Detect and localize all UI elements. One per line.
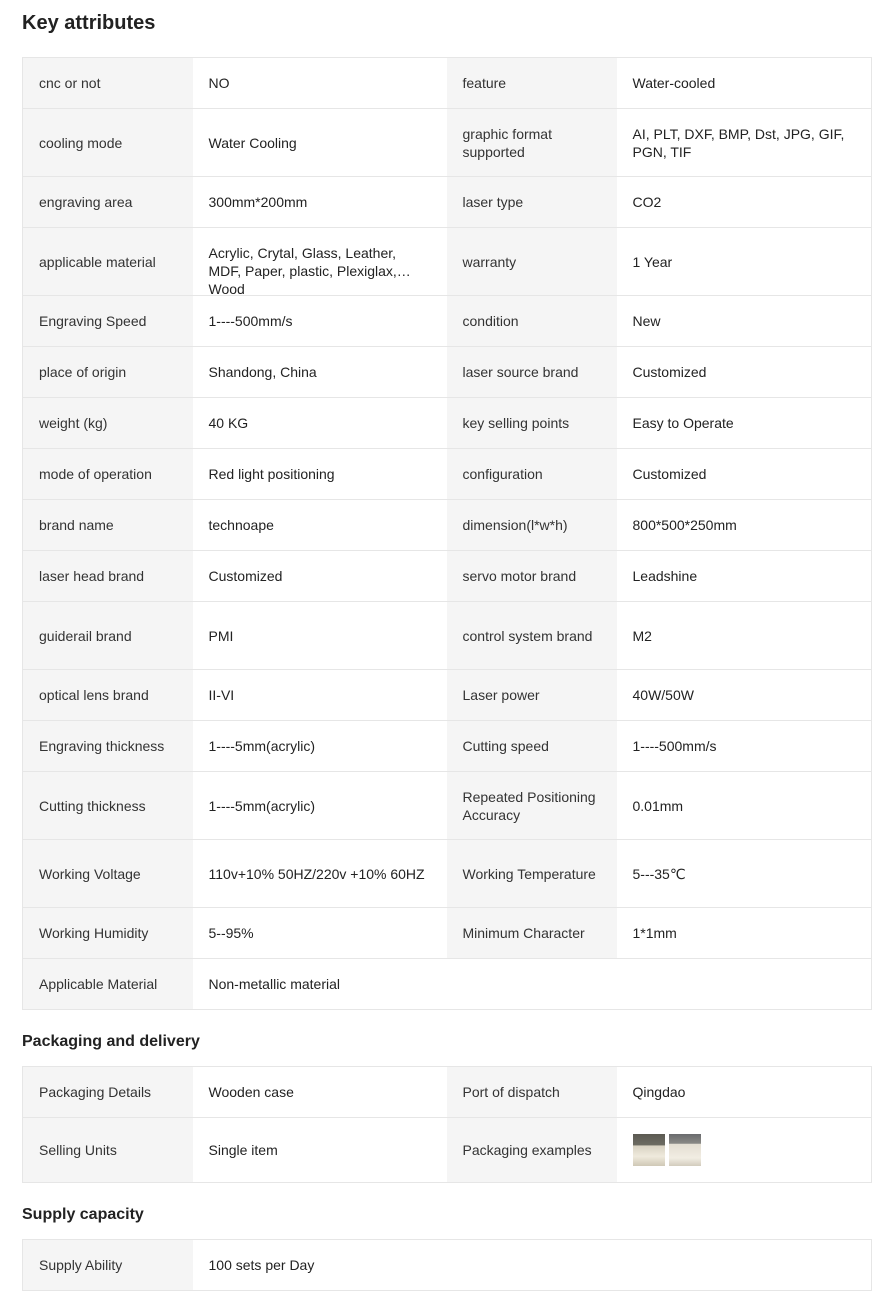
attribute-value-selling-units [193,1118,447,1183]
attribute-label-text: engraving area [39,194,133,210]
attribute-value-text: 1----5mm(acrylic) [208,738,316,754]
attribute-value-text: Shandong, China [208,364,317,380]
attribute-row [23,1240,872,1291]
attribute-label-text: feature [462,75,507,91]
attribute-value-packaging-examples [617,1118,872,1183]
attribute-value-text: Non-metallic material [208,976,340,992]
attribute-value-text: 40W/50W [632,687,694,703]
attribute-value-text: Customized [632,466,707,482]
attribute-value-text: Acrylic, Crytal, Glass, Leather, MDF, Paper, plastic, Plexiglax, Wood [208,244,397,297]
attribute-label-laser-type [447,177,617,228]
attribute-label-laser-source-brand [447,347,617,398]
attribute-value-laser-power [617,670,872,721]
attribute-row [23,551,872,602]
packaging-images [633,1134,856,1166]
attribute-row [23,602,872,670]
attribute-value-engraving-area [193,177,447,228]
attribute-value-dimension-l-w-h [617,500,872,551]
attribute-value-feature [617,58,872,109]
packaging-delivery-heading: Packaging and delivery [22,1033,200,1050]
attribute-value-text: Red light positioning [208,466,335,482]
attribute-row [23,58,872,109]
attribute-label-cooling-mode [23,109,193,177]
attribute-label-engraving-area [23,177,193,228]
attribute-value-text: 0.01mm [632,797,684,814]
attribute-value-text: M2 [632,627,652,644]
attribute-label-laser-head-brand [23,551,193,602]
attribute-value-text: Customized [632,364,707,380]
attribute-value-text: 110v+10% 50HZ/220v +10% 60HZ [208,865,425,882]
attribute-label-text: laser source brand [462,364,579,380]
attribute-label-warranty [447,228,617,296]
attribute-row [23,109,872,177]
attribute-label-text: cooling mode [39,134,123,151]
attribute-label-text: Port of dispatch [462,1084,560,1100]
attribute-label-text: Supply Ability [39,1257,123,1273]
attribute-value-applicable-material [193,959,872,1010]
attribute-label-text: laser head brand [39,568,145,584]
attribute-value-text: 40 KG [208,415,249,431]
attribute-value-engraving-thickness [193,721,447,772]
attribute-value-laser-type [617,177,872,228]
attribute-value-graphic-format-supported [617,109,872,177]
attribute-value-cooling-mode [193,109,447,177]
attribute-value-applicable-material [193,228,447,296]
attribute-label-text: Repeated Positioning Accuracy [462,788,596,823]
attribute-label-laser-power [447,670,617,721]
attribute-label-text: weight (kg) [39,415,108,431]
attribute-label-selling-units [23,1118,193,1183]
attribute-label-dimension-l-w-h [447,500,617,551]
attribute-value-text: Wooden case [208,1084,294,1100]
attribute-value-text: Single item [208,1142,278,1158]
attribute-label-applicable-material [23,959,193,1010]
attribute-value-text: Leadshine [632,568,698,584]
attribute-label-mode-of-operation [23,449,193,500]
attribute-value-configuration [617,449,872,500]
attribute-label-repeated-positioning-accuracy [447,772,617,840]
attribute-label-control-system-brand [447,602,617,670]
attribute-label-text: applicable material [39,253,156,270]
attribute-row [23,1118,872,1183]
attribute-value-cnc-or-not [193,58,447,109]
attribute-label-text: Cutting thickness [39,797,146,814]
attribute-label-text: Minimum Character [462,925,585,941]
attribute-value-text: Customized [208,568,283,584]
attribute-value-minimum-character [617,908,872,959]
key-attributes-table [22,57,872,1010]
attribute-label-text: dimension(l*w*h) [462,517,568,533]
attribute-label-text: control system brand [462,627,593,644]
attribute-label-guiderail-brand [23,602,193,670]
attribute-value-text: CO2 [632,194,662,210]
attribute-label-minimum-character [447,908,617,959]
attribute-value-brand-name [193,500,447,551]
attribute-row [23,398,872,449]
attribute-value-packaging-details [193,1067,447,1118]
attribute-label-cutting-thickness [23,772,193,840]
attribute-label-text: Applicable Material [39,976,158,992]
attribute-row [23,500,872,551]
attribute-label-text: key selling points [462,415,570,431]
attribute-label-working-temperature [447,840,617,908]
attribute-value-place-of-origin [193,347,447,398]
attribute-label-text: Working Temperature [462,865,596,882]
attribute-label-text: Cutting speed [462,738,549,754]
attribute-value-text: Qingdao [632,1084,686,1100]
attribute-label-weight-kg [23,398,193,449]
attribute-value-servo-motor-brand [617,551,872,602]
attribute-label-servo-motor-brand [447,551,617,602]
attribute-label-configuration [447,449,617,500]
attribute-value-text: PMI [208,627,234,644]
packaging-thumbnail[interactable] [633,1134,665,1166]
attribute-label-text: Working Humidity [39,925,149,941]
attribute-value-text: technoape [208,517,274,533]
attribute-label-text: graphic format supported [462,125,552,160]
attribute-row [23,347,872,398]
attribute-label-text: place of origin [39,364,127,380]
attribute-label-packaging-details [23,1067,193,1118]
attribute-label-text: Packaging Details [39,1084,152,1100]
attribute-value-text: Water-cooled [632,75,716,91]
attribute-row [23,721,872,772]
attribute-label-optical-lens-brand [23,670,193,721]
attribute-label-engraving-thickness [23,721,193,772]
attribute-value-guiderail-brand [193,602,447,670]
attribute-value-cutting-speed [617,721,872,772]
attribute-label-cutting-speed [447,721,617,772]
attribute-value-laser-source-brand [617,347,872,398]
attribute-row [23,772,872,840]
attribute-label-text: mode of operation [39,466,152,482]
supply-capacity-heading: Supply capacity [22,1206,144,1223]
attribute-label-applicable-material [23,228,193,296]
attribute-label-text: warranty [462,253,517,270]
attribute-label-text: brand name [39,517,114,533]
attribute-value-text: 1----500mm/s [632,738,717,754]
attribute-value-key-selling-points [617,398,872,449]
attribute-value-text: 1 Year [632,253,673,270]
supply-table [22,1239,872,1291]
attribute-value-text: 1*1mm [632,925,677,941]
attribute-value-text: 1----5mm(acrylic) [208,797,316,814]
attribute-label-text: condition [462,313,519,329]
attribute-value-text: NO [208,75,230,91]
attribute-row [23,177,872,228]
attribute-value-laser-head-brand [193,551,447,602]
attribute-value-supply-ability [193,1240,872,1291]
attribute-value-text: New [632,313,661,329]
packaging-table [22,1066,872,1183]
attribute-value-weight-kg [193,398,447,449]
attribute-value-text: Water Cooling [208,134,297,151]
attribute-label-feature [447,58,617,109]
attribute-value-engraving-speed [193,296,447,347]
attribute-value-text: Easy to Operate [632,415,734,431]
attribute-row [23,449,872,500]
attribute-value-control-system-brand [617,602,872,670]
attribute-value-mode-of-operation [193,449,447,500]
attribute-label-condition [447,296,617,347]
attribute-value-text: 1----500mm/s [208,313,293,329]
attribute-value-text: 800*500*250mm [632,517,737,533]
attribute-label-working-humidity [23,908,193,959]
attribute-value-text: AI, PLT, DXF, BMP, Dst, JPG, GIF, PGN, TIF [632,125,845,160]
attribute-label-text: Selling Units [39,1142,117,1158]
attribute-value-working-humidity [193,908,447,959]
attribute-label-text: configuration [462,466,543,482]
attribute-value-text: 5---35℃ [632,865,686,882]
attribute-value-condition [617,296,872,347]
attribute-value-repeated-positioning-accuracy [617,772,872,840]
attribute-label-cnc-or-not [23,58,193,109]
attribute-label-text: optical lens brand [39,687,149,703]
attribute-row [23,228,872,296]
attribute-label-graphic-format-supported [447,109,617,177]
attribute-label-key-selling-points [447,398,617,449]
attribute-row [23,959,872,1010]
attribute-label-text: Working Voltage [39,865,141,882]
attribute-label-engraving-speed [23,296,193,347]
attribute-row [23,840,872,908]
attribute-label-place-of-origin [23,347,193,398]
attribute-value-text: 300mm*200mm [208,194,308,210]
attribute-label-text: Engraving Speed [39,313,147,329]
attribute-row [23,670,872,721]
attribute-label-text: Laser power [462,687,540,703]
attribute-label-packaging-examples [447,1118,617,1183]
attribute-row [23,1067,872,1118]
attribute-value-working-voltage [193,840,447,908]
attribute-row [23,296,872,347]
attribute-value-text: 5--95% [208,925,254,941]
attribute-value-port-of-dispatch [617,1067,872,1118]
packaging-thumbnail[interactable] [669,1134,701,1166]
attribute-label-supply-ability [23,1240,193,1291]
attribute-value-optical-lens-brand [193,670,447,721]
attribute-value-warranty [617,228,872,296]
key-attributes-heading: Key attributes [22,12,156,34]
attribute-label-working-voltage [23,840,193,908]
attribute-value-working-temperature [617,840,872,908]
attribute-label-text: guiderail brand [39,627,132,644]
attribute-value-cutting-thickness [193,772,447,840]
attribute-label-port-of-dispatch [447,1067,617,1118]
attribute-label-brand-name [23,500,193,551]
attribute-row [23,908,872,959]
attribute-label-text: cnc or not [39,75,101,91]
attribute-value-text: II-VI [208,687,235,703]
attribute-label-text: Packaging examples [462,1142,592,1158]
attribute-label-text: servo motor brand [462,568,577,584]
attribute-value-text: 100 sets per Day [208,1257,315,1273]
attribute-label-text: Engraving thickness [39,738,165,754]
attribute-label-text: laser type [462,194,524,210]
